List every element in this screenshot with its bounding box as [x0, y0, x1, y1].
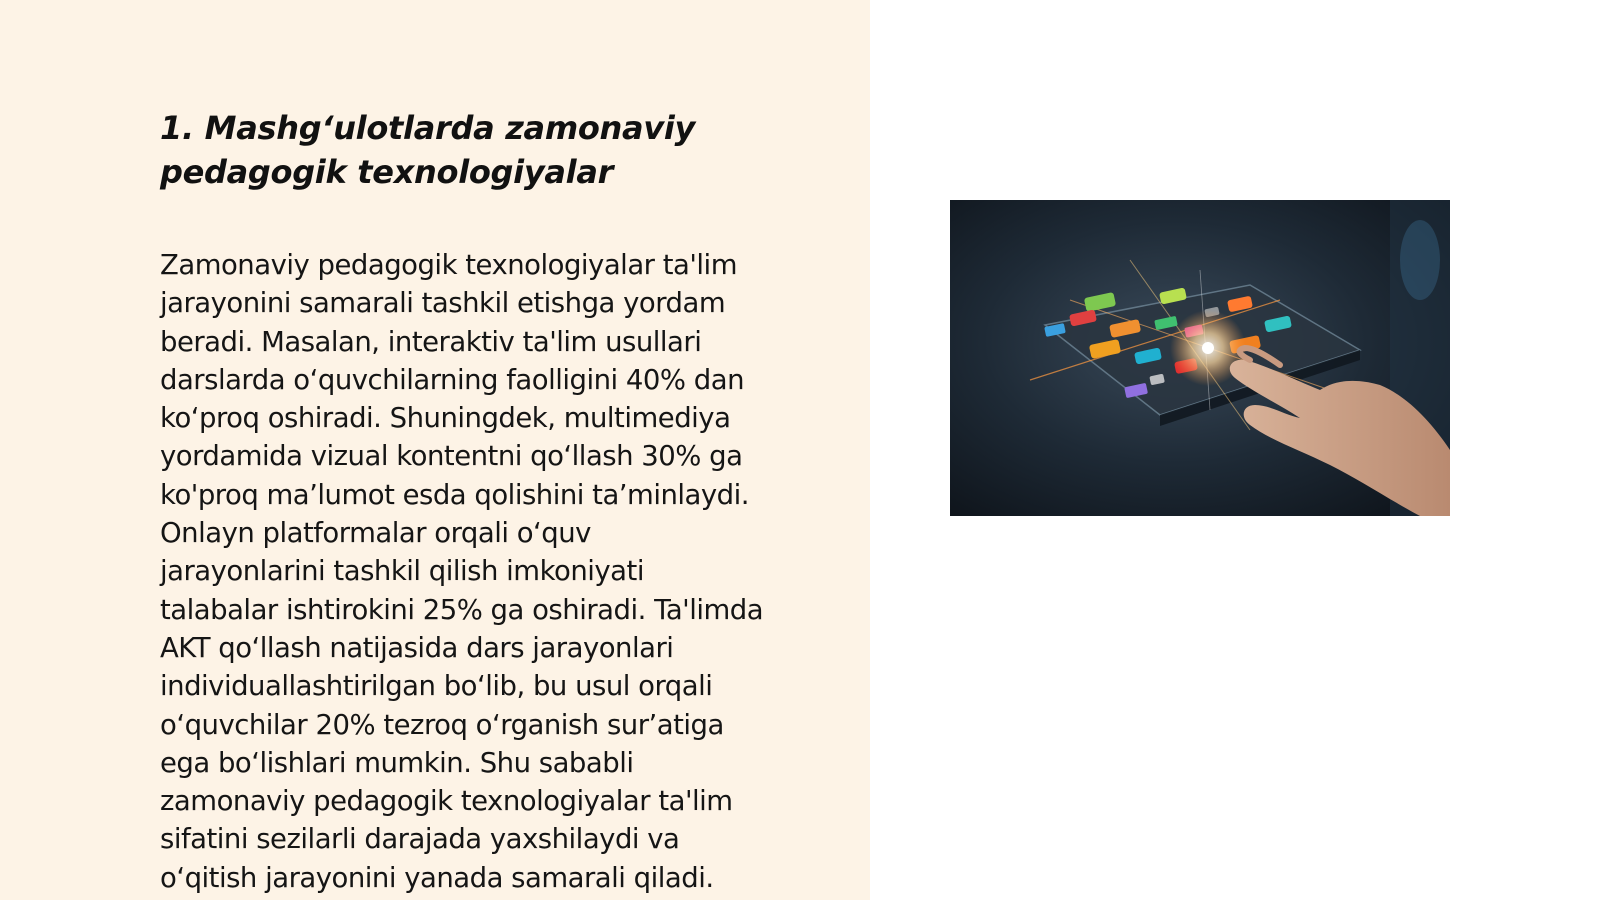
slide-title-line: 1. Mashg‘ulotlarda zamonaviy [160, 109, 696, 147]
body-line: ega bo‘lishlari mumkin. Shu sababli [160, 746, 634, 779]
body-line: yordamida vizual kontentni qo‘llash 30% ga [160, 440, 743, 473]
body-line: o‘quvchilar 20% tezroq o‘rganish sur’atiga [160, 708, 724, 741]
body-line: talabalar ishtirokini 25% ga oshiradi. Ta'limda [160, 593, 764, 626]
tablet-apps-photo [950, 200, 1450, 516]
slide-body-paragraph [160, 246, 850, 897]
tablet-apps-illustration [950, 200, 1450, 516]
body-line: ko'proq ma’lumot esda qolishini ta’minlaydi. [160, 478, 750, 511]
body-line: jarayonlarini tashkil qilish imkoniyati [160, 555, 644, 588]
body-line: sifatini sezilarli darajada yaxshilaydi va [160, 823, 680, 856]
body-line: o‘qitish jarayonini yanada samarali qiladi. [160, 861, 714, 894]
body-line: ko‘proq oshiradi. Shuningdek, multimediya [160, 402, 731, 435]
slide-title-line: pedagogik texnologiyalar [160, 153, 614, 191]
body-line: Zamonaviy pedagogik texnologiyalar ta'lim [160, 249, 737, 281]
slide-title [160, 106, 840, 194]
body-line: beradi. Masalan, interaktiv ta'lim usullari [160, 325, 702, 358]
body-line: zamonaviy pedagogik texnologiyalar ta'lim [160, 785, 733, 818]
body-line: darslarda o‘quvchilarning faolligini 40% dan [160, 363, 745, 396]
body-line: jarayonini samarali tashkil etishga yordam [160, 287, 726, 320]
body-line: AKT qo‘llash natijasida dars jarayonlari [160, 631, 674, 664]
body-line: individuallashtirilgan bo‘lib, bu usul orqali [160, 670, 713, 703]
body-line: Onlayn platformalar orqali o‘quv [160, 517, 591, 550]
